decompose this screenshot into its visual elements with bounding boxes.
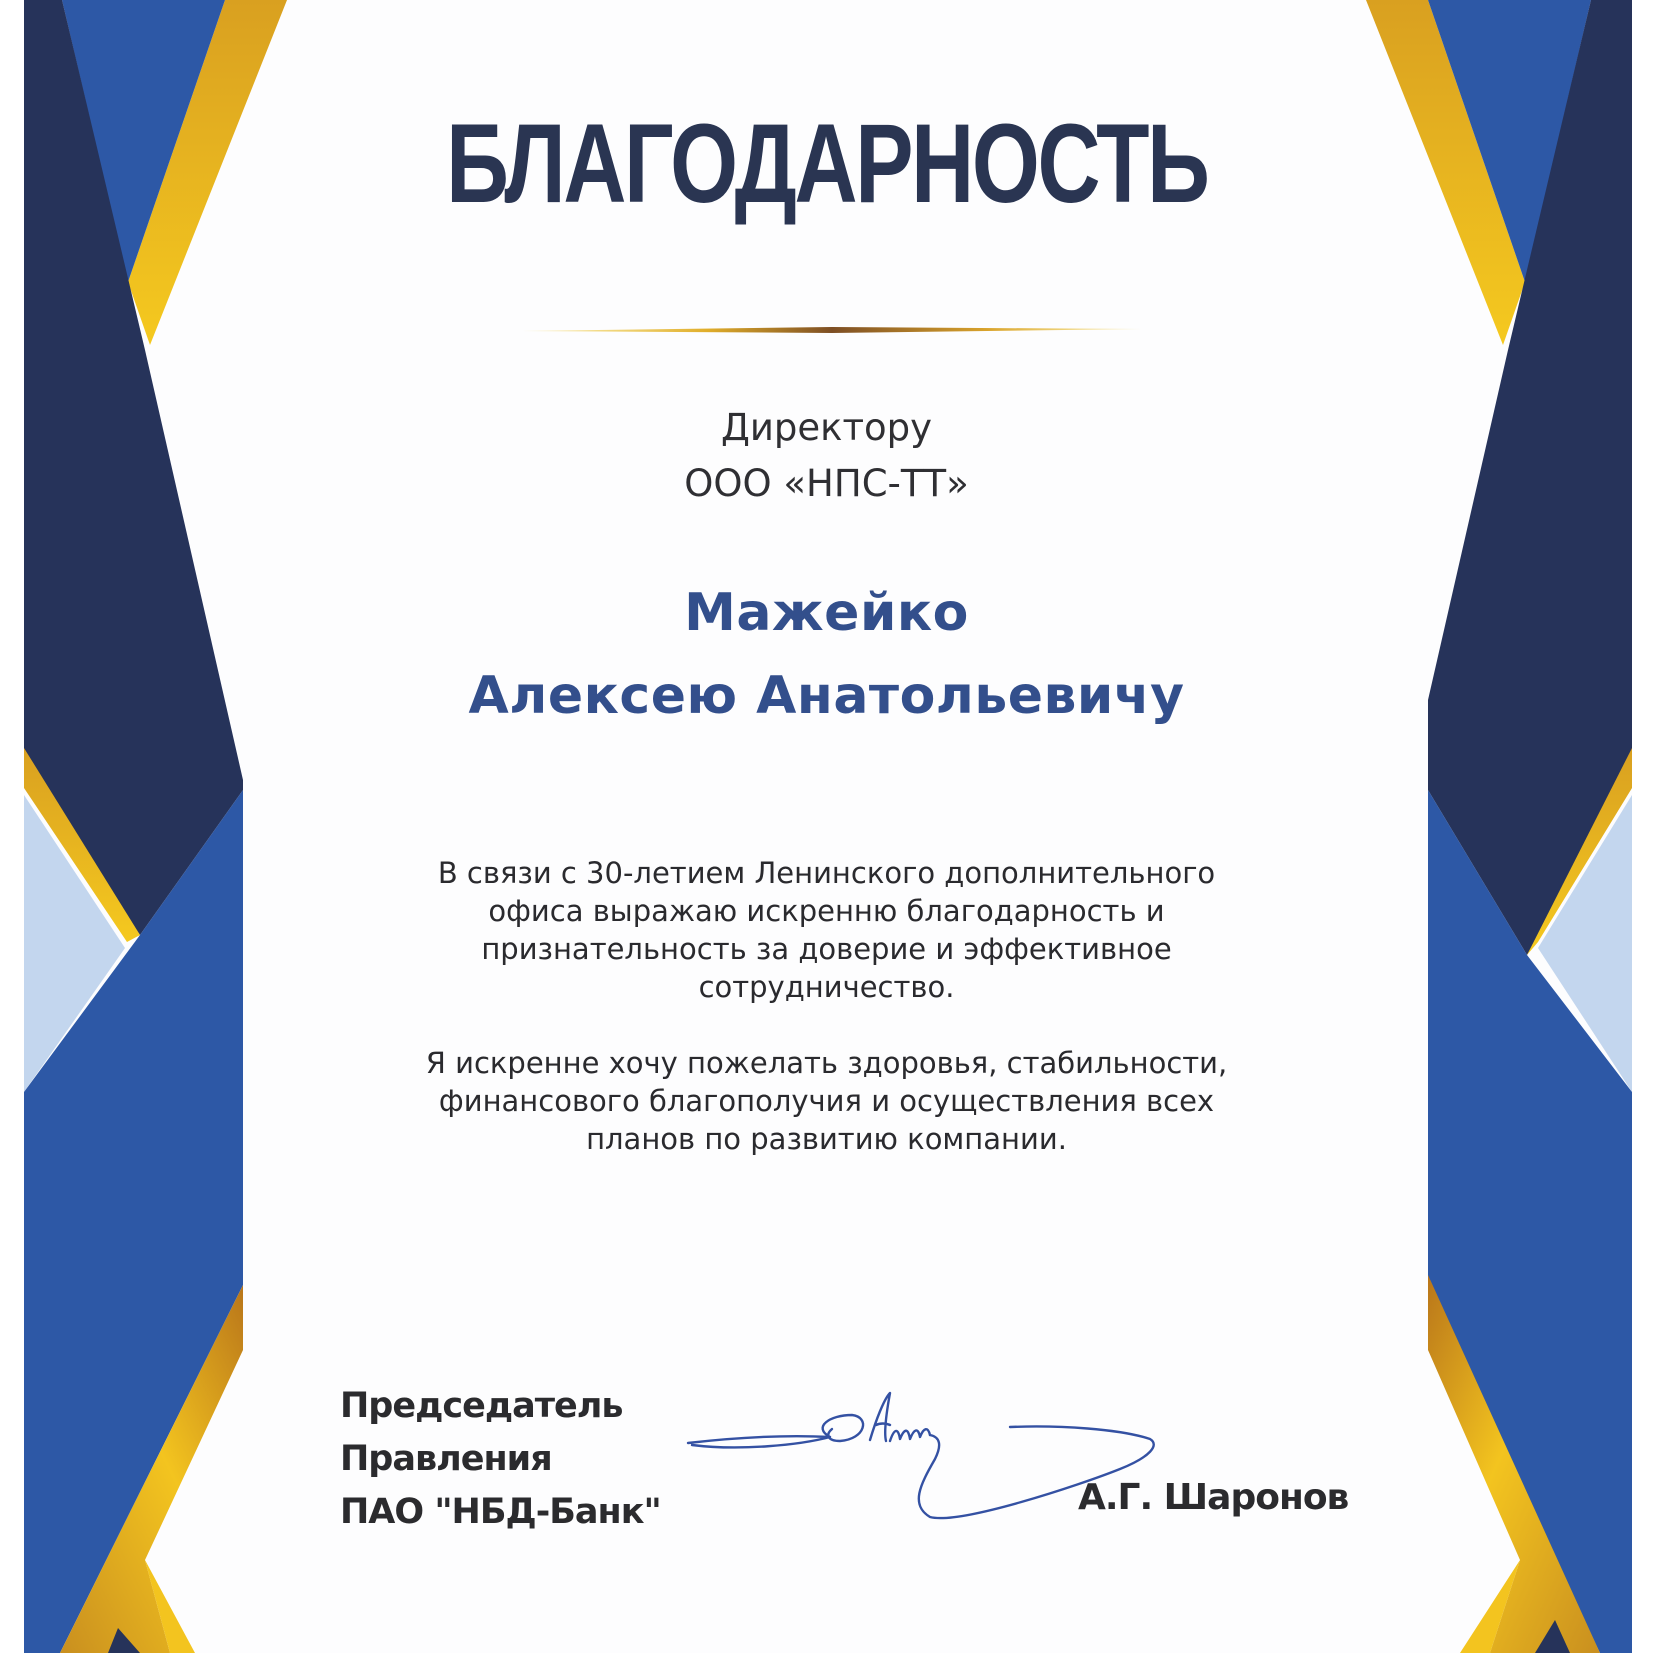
recipient-surname: Мажейко [684, 583, 969, 643]
body-line: сотрудничество. [698, 970, 955, 1004]
recipient-position: Директору [720, 406, 933, 449]
body-line: признательность за доверие и эффективное [481, 932, 1172, 966]
signer-title [340, 1380, 661, 1539]
body-line: финансового благополучия и осуществления всех [438, 1084, 1215, 1118]
recipient-given-names: Алексею Анатольевичу [468, 666, 1185, 726]
signer-title-line: Правления [340, 1439, 552, 1479]
body-line: планов по развитию компании. [586, 1122, 1067, 1156]
body-paragraph-1 [0, 854, 1653, 1006]
certificate-title: БЛАГОДАРНОСТЬ [446, 101, 1208, 226]
body-line: В связи с 30-летием Ленинского дополнительного [437, 856, 1216, 890]
body-line: Я искренне хочу пожелать здоровья, стабильности, [425, 1046, 1228, 1080]
recipient-role [0, 400, 1653, 512]
signer-title-line: Председатель [340, 1386, 623, 1426]
recipient-name [0, 572, 1653, 738]
recipient-company: ООО «НПС-ТТ» [684, 462, 969, 505]
signer-name: А.Г. Шаронов [1078, 1477, 1349, 1518]
body-line: офиса выражаю искренню благодарность и [488, 894, 1165, 928]
signer-title-line: ПАО "НБД-Банк" [340, 1492, 661, 1532]
gold-divider [522, 327, 1142, 333]
body-paragraph-2 [0, 1044, 1653, 1158]
